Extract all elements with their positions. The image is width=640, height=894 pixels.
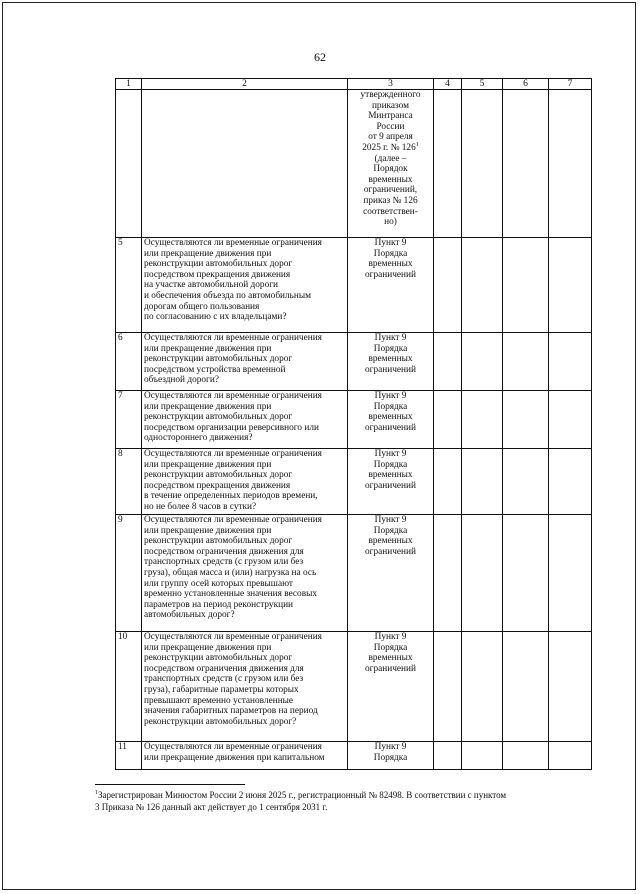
text-line: утвержденного	[360, 90, 421, 100]
text-line: Пункт 9	[374, 742, 407, 752]
text-line: на участке автомобильной дороги	[144, 280, 279, 291]
text-line: временных	[368, 174, 413, 185]
answer-cell[interactable]	[434, 238, 462, 333]
reference-cell	[348, 391, 434, 449]
text-line: реконструкции автомобильных дорог	[144, 653, 293, 664]
column-header: 1	[116, 79, 142, 90]
header-row	[116, 79, 592, 90]
text-line: ограничений	[365, 663, 416, 674]
item-number: 11	[116, 742, 142, 770]
text-line: Порядка	[373, 459, 408, 470]
column-header: 4	[434, 79, 462, 90]
reference-cell	[348, 515, 434, 632]
text-line: Осуществляются ли временные ограничения	[144, 391, 322, 401]
item-number	[116, 90, 142, 238]
text-line: временных	[368, 536, 413, 547]
question-cell	[142, 90, 348, 238]
item-number: 6	[116, 333, 142, 391]
text-line: временных	[368, 653, 413, 664]
text-line: Пункт 9	[374, 333, 407, 343]
text-line: объездной дороги?	[144, 375, 219, 386]
text-line: или прекращение движения при	[144, 459, 272, 470]
text-line: посредством ограничения движения для	[144, 546, 304, 557]
text-line: посредством прекращения движения	[144, 480, 291, 491]
footnote-rule	[95, 784, 245, 785]
text-line: посредством прекращения движения	[144, 269, 291, 280]
answer-cell[interactable]	[503, 333, 549, 391]
text-line: временно установленные значения весовых	[144, 589, 317, 600]
text-line: посредством ограничения движения для	[144, 663, 304, 674]
text-line: Пункт 9	[374, 449, 407, 459]
footnote-marker: 1	[95, 790, 98, 796]
answer-cell[interactable]	[462, 515, 503, 632]
answer-cell[interactable]	[434, 742, 462, 770]
text-line: в течение определенных периодов времени,	[144, 491, 318, 502]
text-line: ограничений	[365, 422, 416, 433]
answer-cell[interactable]	[503, 449, 549, 515]
page-number: 62	[314, 50, 326, 64]
table-row	[116, 90, 592, 238]
text-line: Порядка	[373, 248, 408, 259]
text-line: Пункт 9	[374, 515, 407, 525]
text-line: ограничений	[365, 269, 416, 280]
text-line: Порядка	[373, 401, 408, 412]
text-line: но не более 8 часов в сутки?	[144, 501, 257, 512]
item-number: 10	[116, 632, 142, 742]
text-line: Осуществляются ли временные ограничения	[144, 238, 322, 248]
text-line: транспортных средств (с грузом или без	[144, 557, 304, 568]
question-cell	[142, 632, 348, 742]
item-number: 5	[116, 238, 142, 333]
text-line: посредством организации реверсивного или	[144, 422, 319, 433]
text-line: параметров на период реконструкции	[144, 599, 294, 610]
answer-cell[interactable]	[549, 632, 592, 742]
answer-cell[interactable]	[503, 632, 549, 742]
table-row	[116, 632, 592, 742]
text-line: Осуществляются ли временные ограничения	[144, 333, 322, 343]
text-line: Минтранса	[368, 111, 413, 122]
item-number: 7	[116, 391, 142, 449]
answer-cell[interactable]	[503, 515, 549, 632]
answer-cell[interactable]	[462, 90, 503, 238]
text-line: Осуществляются ли временные ограничения	[144, 449, 322, 459]
text-line: ограничений	[365, 480, 416, 491]
answer-cell[interactable]	[434, 391, 462, 449]
answer-cell[interactable]	[503, 391, 549, 449]
column-header: 7	[549, 79, 592, 90]
question-cell	[142, 449, 348, 515]
text-line: Пункт 9	[374, 632, 407, 642]
text-line: или прекращение движения при	[144, 401, 272, 412]
reference-cell	[348, 632, 434, 742]
text-line: Осуществляются ли временные ограничения	[144, 742, 322, 752]
text-line: но)	[384, 217, 397, 228]
text-line: реконструкции автомобильных дорог	[144, 412, 293, 423]
text-line: Осуществляются ли временные ограничения	[144, 515, 322, 525]
text-line: по согласованию с их владельцами?	[144, 312, 287, 323]
text-line: временных	[368, 412, 413, 423]
text-line: приказом	[371, 100, 410, 111]
question-cell	[142, 333, 348, 391]
answer-cell[interactable]	[434, 333, 462, 391]
reference-cell	[348, 90, 434, 238]
text-line: временных	[368, 259, 413, 270]
reference-cell	[348, 238, 434, 333]
text-line: Порядка	[373, 752, 408, 763]
answer-cell[interactable]	[434, 632, 462, 742]
text-line: Порядка	[373, 642, 408, 653]
text-line: посредством устройства временной	[144, 364, 286, 375]
footnote-line: $^1$Зарегистрирован Минюстом России 2 июня 2025 г., регистрационный № 82498. В соответствии с пунктом	[95, 790, 507, 800]
item-number: 9	[116, 515, 142, 632]
text-line: или прекращение движения при	[144, 642, 272, 653]
table-row	[116, 515, 592, 632]
reference-cell	[348, 449, 434, 515]
answer-cell[interactable]	[462, 391, 503, 449]
question-cell	[142, 238, 348, 333]
text-line: одностороннего движения?	[144, 433, 253, 444]
text-line: Порядка	[373, 525, 408, 536]
item-number: 8	[116, 449, 142, 515]
footnote-reference[interactable]: 1	[415, 141, 419, 148]
question-cell	[142, 391, 348, 449]
text-line: Пункт 9	[374, 238, 407, 248]
text-line: России	[376, 121, 405, 132]
footnote	[95, 787, 575, 813]
text-line: груза), габаритные параметры которых	[144, 684, 299, 695]
text-line: соответствен-	[363, 206, 418, 217]
answer-cell[interactable]	[434, 449, 462, 515]
answer-cell[interactable]	[549, 515, 592, 632]
text-line: груза), общая масса и (или) нагрузка на ось	[144, 567, 317, 578]
answer-cell[interactable]	[462, 742, 503, 770]
text-line: (далее –	[374, 153, 407, 164]
text-line: Осуществляются ли временные ограничения	[144, 632, 322, 642]
text-line: от 9 апреля	[368, 132, 413, 143]
text-line: Пункт 9	[374, 391, 407, 401]
answer-cell[interactable]	[434, 90, 462, 238]
column-header: 5	[462, 79, 503, 90]
answer-cell[interactable]	[549, 449, 592, 515]
column-header: 3	[348, 79, 434, 90]
reference-cell	[348, 333, 434, 391]
answer-cell[interactable]	[462, 449, 503, 515]
footnote-line: 3 Приказа № 126 данный акт действует до 1 сентября 2031 г.	[95, 802, 328, 812]
text-line: или группу осей которых превышают	[144, 578, 293, 589]
reference-cell	[348, 742, 434, 770]
text-line: превышают временно установленные	[144, 695, 294, 706]
text-line: Порядок	[373, 164, 408, 175]
answer-cell[interactable]	[549, 238, 592, 333]
table-row	[116, 238, 592, 333]
table-row	[116, 449, 592, 515]
answer-cell[interactable]	[503, 90, 549, 238]
answer-cell[interactable]	[503, 238, 549, 333]
text-line: приказ № 126	[363, 195, 418, 206]
answer-cell[interactable]	[549, 90, 592, 238]
text-line: или прекращение движения при	[144, 525, 272, 536]
answer-cell[interactable]	[503, 742, 549, 770]
text-line: временных	[368, 470, 413, 481]
column-header: 6	[503, 79, 549, 90]
answer-cell[interactable]	[434, 515, 462, 632]
answer-cell[interactable]	[549, 333, 592, 391]
text-line: транспортных средств (с грузом или без	[144, 674, 304, 685]
text-line: реконструкции автомобильных дорог	[144, 536, 293, 547]
text-line: или прекращение движения при капитальном	[144, 752, 325, 763]
answer-cell[interactable]	[549, 391, 592, 449]
text-line: ограничений	[365, 364, 416, 375]
text-line: и обеспечения объезда по автомобильным	[144, 290, 312, 301]
text-line: или прекращение движения при	[144, 248, 272, 259]
answer-cell[interactable]	[462, 632, 503, 742]
text-line: реконструкции автомобильных дорог?	[144, 716, 297, 727]
question-cell	[142, 515, 348, 632]
answer-cell[interactable]	[462, 333, 503, 391]
text-line: реконструкции автомобильных дорог	[144, 354, 293, 365]
text-line: ограничений,	[363, 185, 418, 196]
table-row	[116, 333, 592, 391]
text-line: 2025 г. № 126$^1$	[362, 141, 419, 153]
text-line: Порядка	[373, 343, 408, 354]
text-line: или прекращение движения при	[144, 343, 272, 354]
text-line: дорогам общего пользования	[144, 301, 260, 312]
column-header: 2	[142, 79, 348, 90]
table-row	[116, 742, 592, 770]
question-cell	[142, 742, 348, 770]
text-line: значения габаритных параметров на период	[144, 706, 318, 717]
text-line: реконструкции автомобильных дорог	[144, 259, 293, 270]
text-line: ограничений	[365, 546, 416, 557]
checklist-table	[115, 78, 592, 770]
text-line: реконструкции автомобильных дорог	[144, 470, 293, 481]
text-line: временных	[368, 354, 413, 365]
text-line: автомобильных дорог?	[144, 610, 235, 621]
table-row	[116, 391, 592, 449]
answer-cell[interactable]	[549, 742, 592, 770]
answer-cell[interactable]	[462, 238, 503, 333]
